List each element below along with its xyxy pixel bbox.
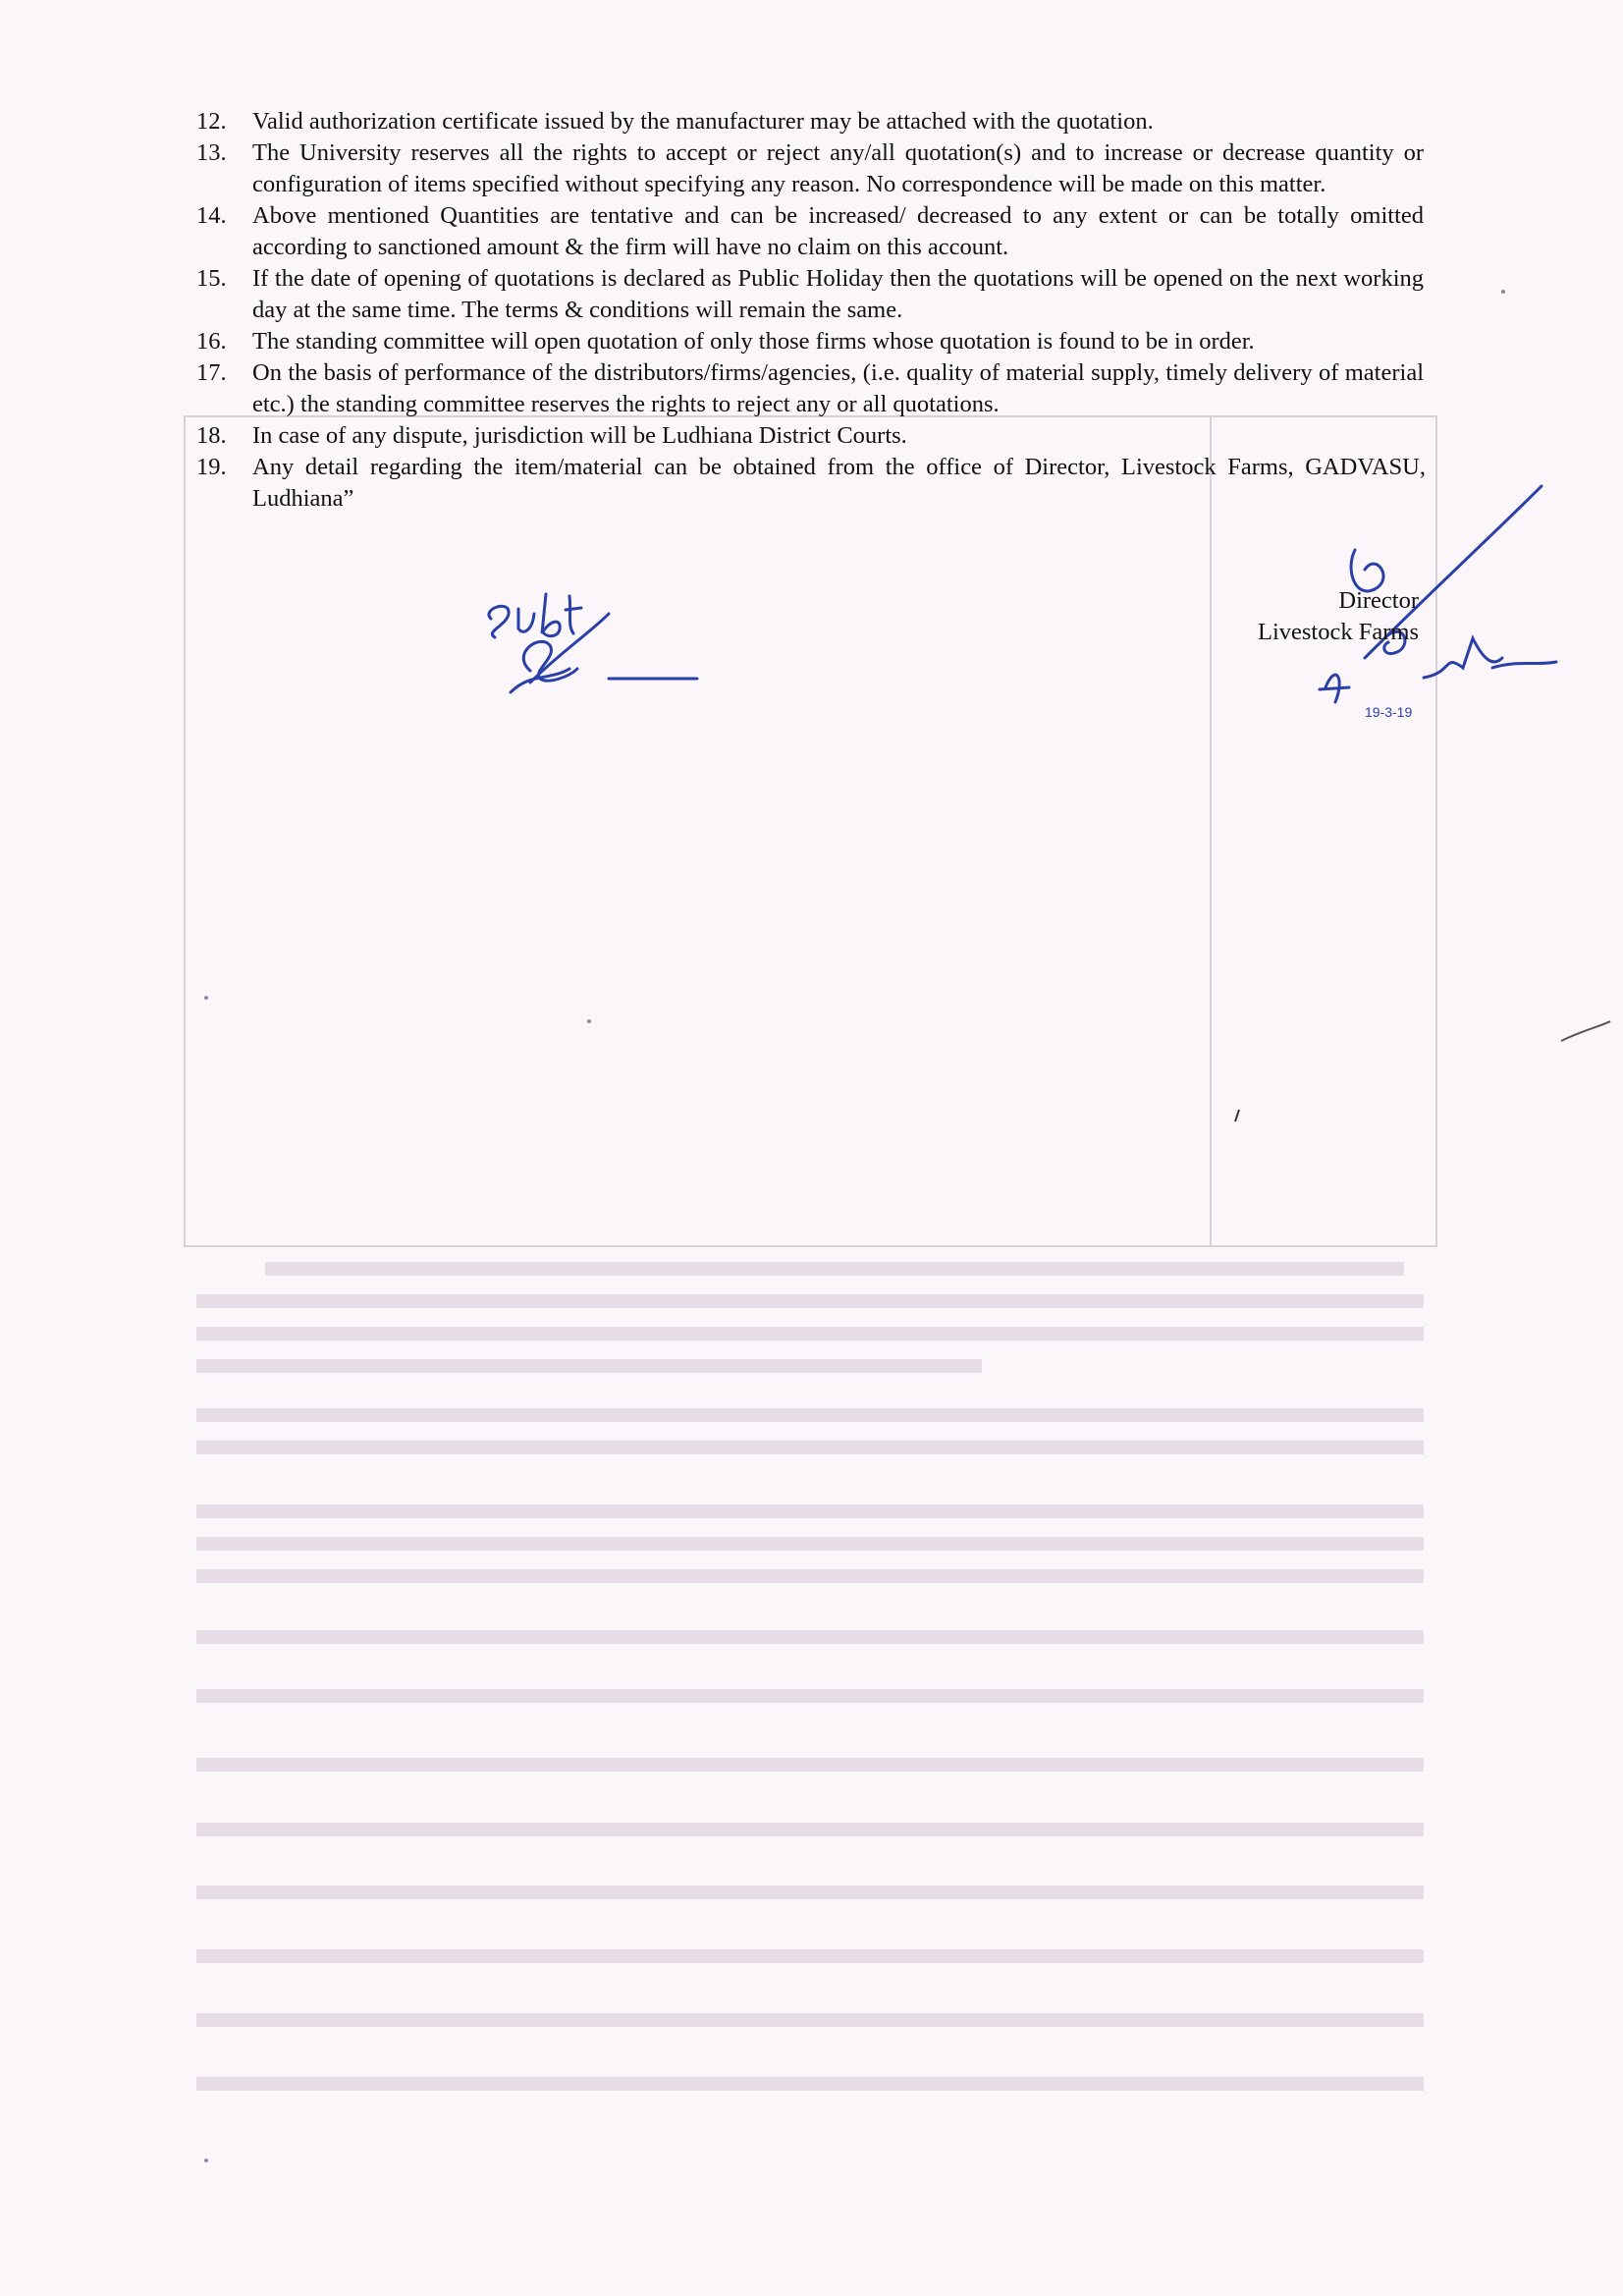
term-number: 18.	[196, 422, 227, 449]
signatory-title: Director	[1338, 587, 1419, 614]
term-text: Valid authorization certificate issued by the manufacturer may be attached with the quotation.	[252, 108, 1154, 135]
term-text: If the date of opening of quotations is declared as Public Holiday then the quotations will be opened on the next working day at the same time. The terms & conditions will remain the same.	[252, 265, 1424, 323]
term-text: Any detail regarding the item/material can be obtained from the office of Director, Livestock Farms, GADVASU, Ludhiana”	[252, 454, 1426, 512]
term-text: On the basis of performance of the distributors/firms/agencies, (i.e. quality of material supply, timely delivery of material etc.) the standing committee reserves the rights to reject any or all quotations.	[252, 359, 1424, 417]
term-number: 14.	[196, 202, 227, 229]
term-text: In case of any dispute, jurisdiction will be Ludhiana District Courts.	[252, 422, 907, 449]
signatory-office: Livestock Farms	[1258, 619, 1419, 645]
term-text: Above mentioned Quantities are tentative and can be increased/ decreased to any extent or can be totally omitted according to sanctioned amount & the firm will have no claim on this account.	[252, 202, 1424, 260]
term-number: 16.	[196, 328, 227, 355]
term-text: The standing committee will open quotation of only those firms whose quotation is found to be in order.	[252, 328, 1255, 355]
term-number: 17.	[196, 359, 227, 386]
term-number: 19.	[196, 454, 227, 480]
term-number: 13.	[196, 139, 227, 166]
signature-date: 19-3-19	[1365, 704, 1413, 720]
term-text: The University reserves all the rights to accept or reject any/all quotation(s) and to increase or decrease quantity or configuration of items specified without specifying any reason. No correspondence will be made on this matter.	[252, 139, 1424, 197]
term-number: 12.	[196, 108, 227, 135]
term-number: 15.	[196, 265, 227, 292]
